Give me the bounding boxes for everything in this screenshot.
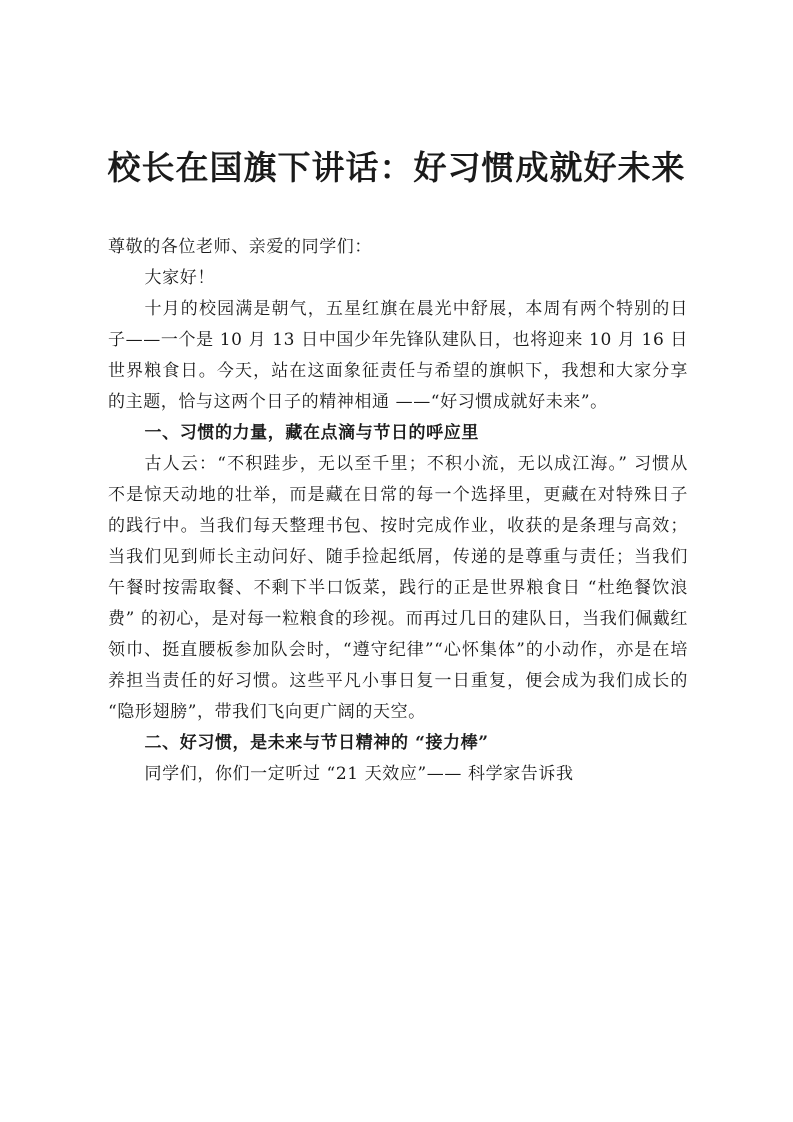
document-body	[108, 232, 688, 790]
greeting: 大家好！	[144, 268, 215, 288]
section-heading-2: 二、好习惯，是未来与节日精神的 “接力棒”	[144, 733, 489, 753]
paragraph-2: 古人云：“不积跬步，无以至千里；不积小流，无以成江海。” 习惯从不是惊天动地的壮举，而是藏在日常的每一个选择里，更藏在对特殊日子的践行中。当我们每天整理书包、按时完成作业，收获的是条理与高效；当我们见到师长主动问好、随手捡起纸屑，传递的是尊重与责任；当我们午餐时按需取餐、不剩下半口饭菜，践行的正是世界粮食日 “杜绝餐饮浪费” 的初心，是对每一粒粮食的珍视。而再过几日的建队日，当我们佩戴红领巾、挺直腰板参加队会时，“遵守纪律”“心怀集体”的小动作，亦是在培养担当责任的好习惯。这些平凡小事日复一日重复，便会成为我们成长的 “隐形翅膀”，带我们飞向更广阔的天空。	[108, 454, 688, 722]
section-heading-1: 一、习惯的力量，藏在点滴与节日的呼应里	[144, 423, 479, 443]
paragraph-1: 十月的校园满是朝气，五星红旗在晨光中舒展，本周有两个特别的日子——一个是 10 月 13 日中国少年先锋队建队日，也将迎来 10 月 16 日世界粮食日。今天，站在这面象征责任与希望的旗帜下，我想和大家分享的主题，恰与这两个日子的精神相通 ——“好习惯成就好未来”。	[108, 299, 688, 412]
salutation: 尊敬的各位老师、亲爱的同学们：	[108, 237, 372, 257]
paragraph-3: 同学们，你们一定听过 “21 天效应”—— 科学家告诉我	[144, 764, 574, 784]
document-title: 校长在国旗下讲话：好习惯成就好未来	[107, 148, 686, 187]
